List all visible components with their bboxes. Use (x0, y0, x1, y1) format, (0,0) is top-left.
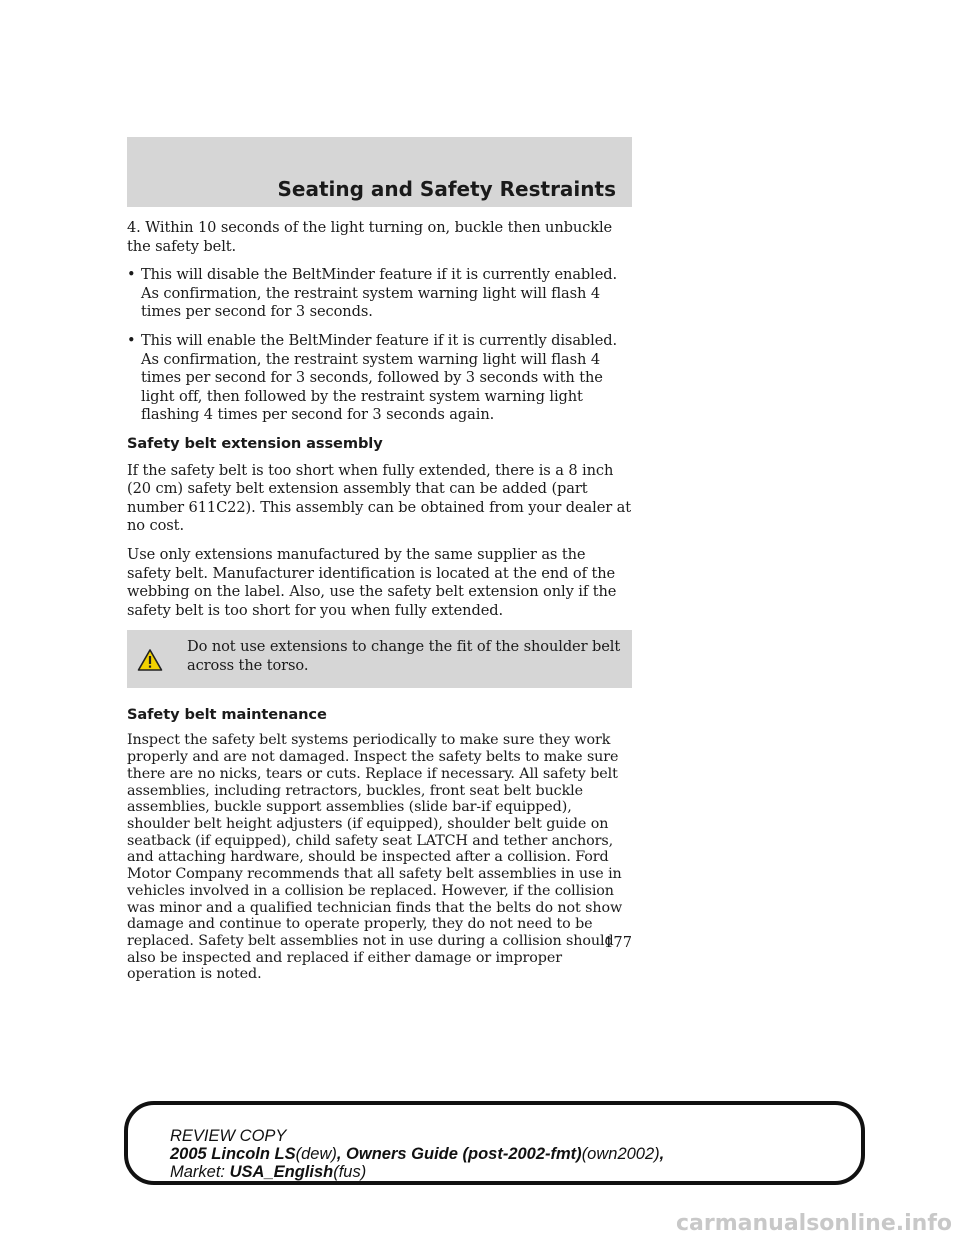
page-content (127, 219, 632, 993)
bullet-item (127, 266, 632, 322)
warning-text: Do not use extensions to change the fit of the shoulder belt across the torso. (187, 638, 621, 674)
extension-paragraph-1: If the safety belt is too short when fully extended, there is a 8 inch (20 cm) safety belt extension assembly that can be added (part number 611C22). This assembly can be obtained from your dealer at no cost. (127, 461, 632, 535)
bullet-item (127, 332, 632, 425)
extension-paragraph-2: Use only extensions manufactured by the same supplier as the safety belt. Manufacturer identification is located at the end of the webbing on the label. Also, use the safety belt extension only if the safety belt is too short for you when fully extended. (127, 545, 617, 619)
warning-box (127, 630, 632, 688)
section-title: Seating and Safety Restraints (277, 177, 616, 201)
footer-comma: , (659, 1145, 665, 1163)
maintenance-heading: Safety belt maintenance (127, 705, 327, 723)
footer-market: USA_English (229, 1163, 334, 1181)
bullet-text: This will enable the BeltMinder feature if it is currently disabled. As confirmation, the restraint system warning light will flash 4 times per second for 3 seconds, followed by 3 seconds with the light off, then followed by the restraint system warning light flashing 4 times per second for 3 seconds again. (141, 331, 618, 424)
section-header-band (127, 137, 632, 207)
bullet-text: This will disable the BeltMinder feature if it is currently enabled. As confirmation, the restraint system warning light will flash 4 times per second for 3 seconds. (141, 266, 618, 321)
bullet-dot: • (127, 266, 136, 284)
footer-market-label: Market: (170, 1163, 226, 1181)
page-number: 177 (604, 934, 632, 951)
bullet-dot: • (127, 331, 136, 349)
review-copy-footer (124, 1101, 865, 1185)
warning-triangle-icon (137, 638, 177, 678)
extension-heading: Safety belt extension assembly (127, 434, 383, 452)
footer-model: 2005 Lincoln LS (170, 1145, 296, 1163)
footer-review-copy: REVIEW COPY (170, 1127, 287, 1145)
step-4-paragraph: 4. Within 10 seconds of the light turning on, buckle then unbuckle the safety belt. (127, 219, 613, 255)
footer-text (170, 1127, 664, 1181)
footer-guide-code: (own2002) (581, 1145, 660, 1163)
footer-market-code: (fus) (333, 1163, 367, 1181)
footer-guide: , Owners Guide (post-2002-fmt) (336, 1145, 582, 1163)
maintenance-paragraph: Inspect the safety belt systems periodically to make sure they work properly and are not damaged. Inspect the safety belts to make sure there are no nicks, tears or cuts. Replace if necessary. All safety belt assemblies, including retractors, buckles, front seat belt buckle assemblies, buckle support assemblies (slide bar-if equipped), shoulder belt height adjusters (if equipped), shoulder belt guide on seatback (if equipped), child safety seat LATCH and tether anchors, and attaching hardware, should be inspected after a collision. Ford Motor Company recommends that all safety belt assemblies in use in vehicles involved in a collision be replaced. However, if the collision was minor and a qualified technician finds that the belts do not show damage and continue to operate properly, they do not need to be replaced. Safety belt assemblies not in use during a collision should also be inspected and replaced if either damage or improper operation is noted. (127, 732, 623, 983)
site-watermark: carmanualsonline.info (676, 1211, 952, 1236)
footer-model-code: (dew) (295, 1145, 337, 1163)
